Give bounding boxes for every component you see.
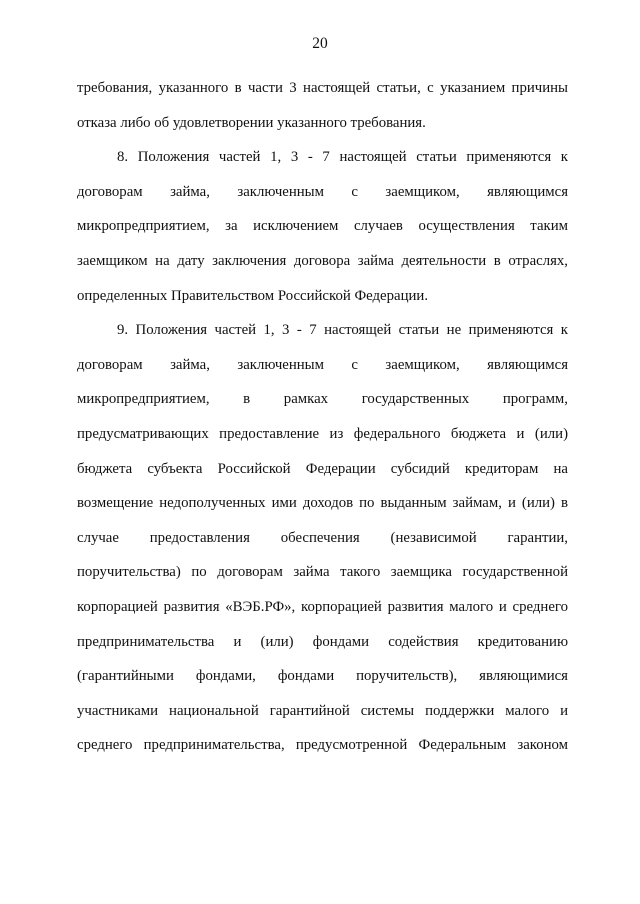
text-line: заемщиком на дату заключения договора займа деятельности в отраслях,: [77, 252, 568, 269]
text-line: среднего предпринимательства, предусмотренной Федеральным законом: [77, 737, 568, 754]
text-line: поручительства) по договорам займа такого заемщика государственной: [77, 564, 568, 581]
text-line: предусматривающих предоставление из федерального бюджета и (или): [77, 425, 568, 442]
text-line: договорам займа, заключенным с заемщиком, являющимся: [77, 183, 568, 200]
text-line: корпорацией развития «ВЭБ.РФ», корпорацией развития малого и среднего: [77, 598, 568, 615]
text-line: микропредприятием, за исключением случаев осуществления таким: [77, 218, 568, 235]
paragraph-9-first-line: 9. Положения частей 1, 3 - 7 настоящей статьи не применяются к: [117, 322, 568, 339]
text-line: участниками национальной гарантийной системы поддержки малого и: [77, 702, 568, 719]
text-line: (гарантийными фондами, фондами поручительств), являющимися: [77, 668, 568, 685]
text-line: бюджета субъекта Российской Федерации субсидий кредиторам на: [77, 460, 568, 477]
paragraph-8-first-line: 8. Положения частей 1, 3 - 7 настоящей статьи применяются к: [117, 149, 568, 166]
document-body: [77, 71, 568, 763]
text-line: договорам займа, заключенным с заемщиком, являющимся: [77, 356, 568, 373]
page-number: 20: [312, 35, 328, 52]
text-line: определенных Правительством Российской Федерации.: [77, 287, 429, 304]
text-line: случае предоставления обеспечения (независимой гарантии,: [77, 529, 568, 546]
text-line: возмещение недополученных ими доходов по выданным займам, и (или) в: [77, 495, 568, 512]
text-line: предпринимательства и (или) фондами содействия кредитованию: [77, 633, 568, 650]
text-line: микропредприятием, в рамках государственных программ,: [77, 391, 568, 408]
text-line: отказа либо об удовлетворении указанного требования.: [77, 114, 426, 131]
text-line: требования, указанного в части 3 настоящей статьи, с указанием причины: [77, 80, 568, 96]
